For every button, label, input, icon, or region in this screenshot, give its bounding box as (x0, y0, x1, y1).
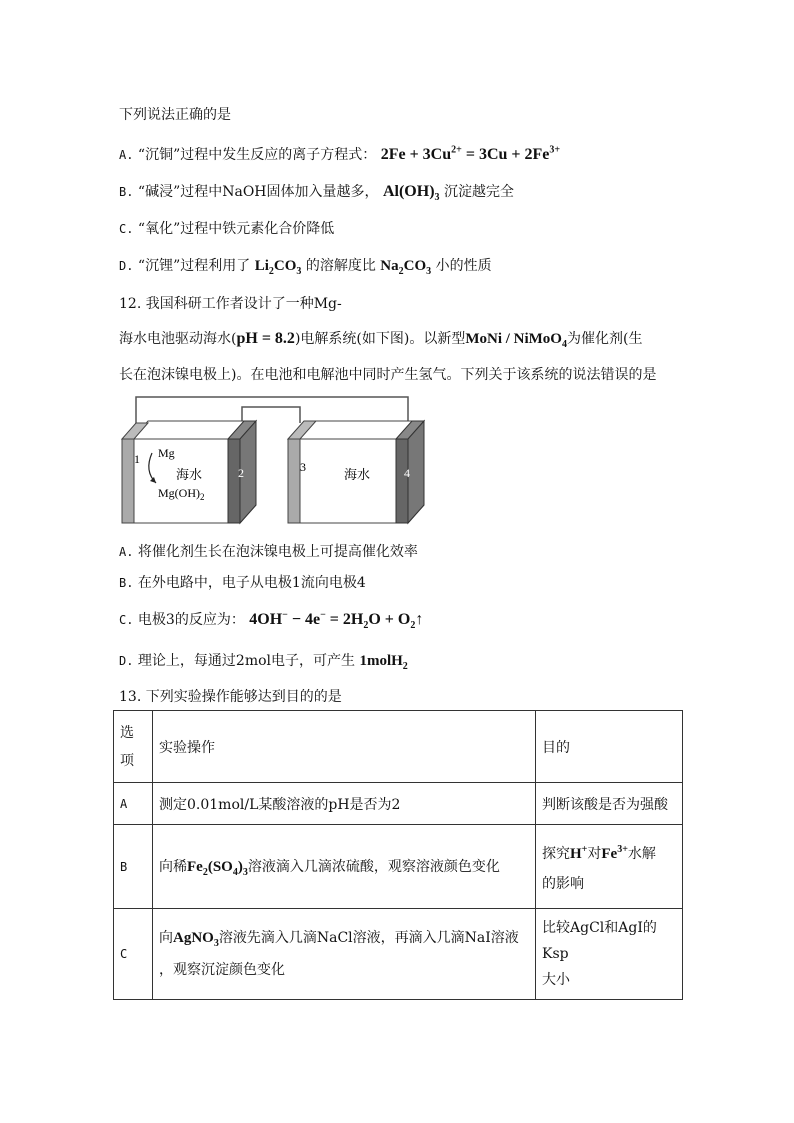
electrode-2-label: 2 (238, 466, 244, 480)
option-label: C. (119, 222, 134, 236)
header-operation: 实验操作 (153, 711, 536, 783)
table-row: B 向稀$Fe_2(SO_4)_3$溶液滴入几滴浓硫酸，观察溶液颜色变化 探究H+对$Fe^{3+}$水解 的影响 (114, 825, 683, 909)
option-label: B. (119, 185, 134, 199)
q12-option-b: B. 在外电路中，电子从电极1流向电极4 (119, 575, 366, 591)
formula: $2Fe + 3Cu^{2+} = 3Cu + 2Fe^{3+}$ (380, 144, 561, 163)
seawater-left-label: 海水 (176, 468, 203, 483)
cell-goal: 探究H+对$Fe^{3+}$水解 的影响 (536, 825, 683, 909)
option-text: “氧化”过程中铁元素化合价降低 (137, 221, 335, 237)
option-label: D. (119, 259, 134, 273)
q12-option-d: D. 理论上，每通过2mol电子，可产生 1molH$_2$ (119, 653, 408, 672)
electrode-4-label: 4 (404, 466, 410, 480)
table-row: C 向AgNO$_3$溶液先滴入几滴NaCl溶液，再滴入几滴NaI溶液 ，观察沉淀颜色变化 比较AgCl和AgI的Ksp 大小 (114, 909, 683, 1000)
option-text-2: 的溶解度比 (305, 258, 376, 274)
q12-stem-line-2: 海水电池驱动海水(pH = 8.2)电解系统(如下图)。以新型MoNi / NiMoO$_4$为催化剂(生 (119, 330, 643, 350)
experiment-table (113, 710, 683, 1000)
seawater-right-label: 海水 (344, 468, 371, 483)
electrode-3-label: 3 (300, 460, 306, 474)
option-text: “沉锂”过程利用了 (137, 258, 251, 274)
option-label: A. (119, 148, 134, 162)
q11-option-c (119, 218, 334, 238)
cell-operation: 测定0.01mol/L某酸溶液的pH是否为2 (153, 783, 536, 825)
q12-option-c: C. 电极3的反应为： $4OH^- - 4e^- = 2H_2O$ + $O_2↑$ (119, 609, 424, 632)
q12-stem-line-3: 长在泡沫镍电极上)。在电池和电解池中同时产生氢气。下列关于该系统的说法错误的是 (119, 367, 657, 383)
q11-stem: 下列说法正确的是 (119, 107, 231, 123)
mgoh2-label: $Mg(OH)_2$ (158, 486, 205, 502)
q11-option-d (119, 255, 492, 277)
electrolysis-diagram (118, 393, 433, 526)
formula: $Na_2CO_3$ (380, 258, 432, 277)
cell-goal: 判断该酸是否为强酸 (536, 783, 683, 825)
option-text: “碱浸”过程中NaOH固体加入量越多， (137, 184, 379, 200)
formula: pH = 8.2 (236, 330, 295, 347)
q11-option-b (119, 181, 514, 203)
option-text: “沉铜”过程中发生反应的离子方程式： (137, 147, 377, 163)
cell-goal: 比较AgCl和AgI的Ksp 大小 (536, 909, 683, 1000)
formula: $4OH^- - 4e^- = 2H_2O$ + $O_2↑$ (249, 609, 424, 632)
table-header-row (114, 711, 683, 783)
mg-label: Mg (158, 446, 175, 460)
cell-operation: 向AgNO$_3$溶液先滴入几滴NaCl溶液，再滴入几滴NaI溶液 ，观察沉淀颜色变化 (153, 909, 536, 1000)
q11-option-a (119, 144, 560, 164)
electrode-1-label: 1 (134, 452, 140, 466)
option-text-3: 小的性质 (435, 258, 492, 274)
q12-stem-line-1: 12. 我国科研工作者设计了一种Mg- (119, 296, 342, 312)
formula: $Al(OH)_3$ (382, 183, 440, 204)
header-goal: 目的 (536, 711, 683, 783)
formula: MoNi / NiMoO$_4$ (465, 331, 567, 350)
formula: 1molH$_2$ (359, 653, 408, 672)
option-text-2: 沉淀越完全 (443, 184, 514, 200)
header-option: 选项 (114, 711, 153, 783)
table-row: A 测定0.01mol/L某酸溶液的pH是否为2 判断该酸是否为强酸 (114, 783, 683, 825)
q13-stem: 13. 下列实验操作能够达到目的的是 (119, 689, 342, 705)
cell-operation: 向稀$Fe_2(SO_4)_3$溶液滴入几滴浓硫酸，观察溶液颜色变化 (153, 825, 536, 909)
formula: $Li_2CO_3$ (254, 258, 302, 277)
q12-option-a: A. 将催化剂生长在泡沫镍电极上可提高催化效率 (119, 544, 418, 560)
